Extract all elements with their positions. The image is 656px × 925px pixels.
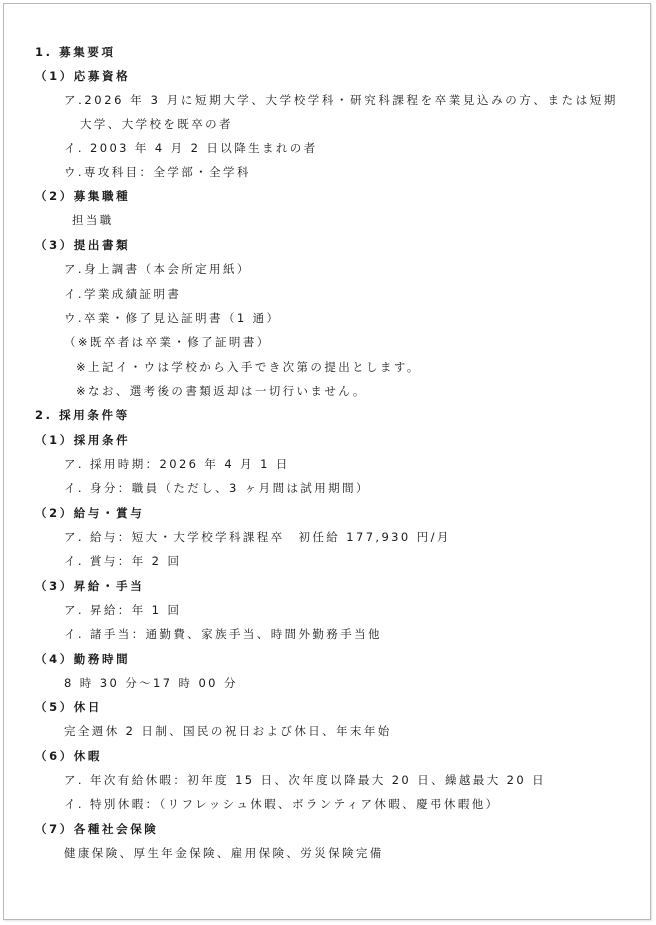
subsection-heading-documents: （3）提出書類: [35, 238, 131, 252]
subsection-heading-salary-bonus: （2）給与・賞与: [35, 506, 145, 520]
documents-item-b: イ.学業成績証明書: [64, 287, 182, 301]
documents-note-graduates: （※既卒者は卒業・修了証明書）: [64, 335, 271, 349]
subsection-heading-social-insurance: （7）各種社会保険: [35, 822, 159, 836]
subsection-heading-raise-allowance: （3）昇給・手当: [35, 579, 145, 593]
qualification-item-b: イ. 2003 年 4 月 2 日以降生まれの者: [64, 141, 318, 155]
qualification-item-a: ア.2026 年 3 月に短期大学、大学校学科・研究科課程を卒業見込みの方、または短期: [64, 93, 619, 107]
section-heading-recruitment: 1. 募集要項: [35, 45, 116, 59]
subsection-heading-qualification: （1）応募資格: [35, 69, 131, 83]
hiring-start-date: ア. 採用時期：2026 年 4 月 1 日: [64, 457, 290, 471]
qualification-item-c: ウ.専攻科目：全学部・全学科: [64, 165, 251, 179]
social-insurance-value: 健康保険、厚生年金保険、雇用保険、労災保険完備: [64, 846, 384, 860]
allowances-value: イ. 諸手当：通勤費、家族手当、時間外勤務手当他: [64, 627, 382, 641]
working-hours-value: 8 時 30 分～17 時 00 分: [64, 676, 238, 690]
documents-item-c: ウ.卒業・修了見込証明書（1 通）: [64, 311, 281, 325]
salary-value: ア. 給与：短大・大学校学科課程卒 初任給 177,930 円/月: [64, 530, 451, 544]
subsection-heading-leave: （6）休暇: [35, 749, 103, 763]
documents-item-a: ア.身上調書（本会所定用紙）: [64, 262, 251, 276]
special-leave-value: イ. 特別休暇：（リフレッシュ休暇、ボランティア休暇、慶弔休暇他）: [64, 797, 500, 811]
bonus-value: イ. 賞与：年 2 回: [64, 554, 182, 568]
raise-value: ア. 昇給：年 1 回: [64, 603, 182, 617]
document-page: [3, 3, 651, 920]
subsection-heading-holidays: （5）休日: [35, 700, 103, 714]
job-type-value: 担当職: [72, 213, 114, 227]
section-heading-employment-terms: 2. 採用条件等: [35, 408, 130, 422]
qualification-item-a-continued: 大学、大学校を既卒の者: [80, 117, 233, 131]
documents-note-submission: ※上記イ・ウは学校から入手でき次第の提出とします。: [76, 360, 421, 374]
holidays-value: 完全週休 2 日制、国民の祝日および休日、年末年始: [64, 724, 392, 738]
subsection-heading-job-type: （2）募集職種: [35, 189, 131, 203]
annual-leave-value: ア. 年次有給休暇：初年度 15 日、次年度以降最大 20 日、繰越最大 20 日: [64, 773, 547, 787]
hiring-status: イ. 身分：職員（ただし、3 ヶ月間は試用期間）: [64, 481, 370, 495]
subsection-heading-hiring-conditions: （1）採用条件: [35, 433, 131, 447]
documents-note-no-return: ※なお、選考後の書類返却は一切行いません。: [76, 384, 367, 398]
subsection-heading-working-hours: （4）勤務時間: [35, 652, 131, 666]
